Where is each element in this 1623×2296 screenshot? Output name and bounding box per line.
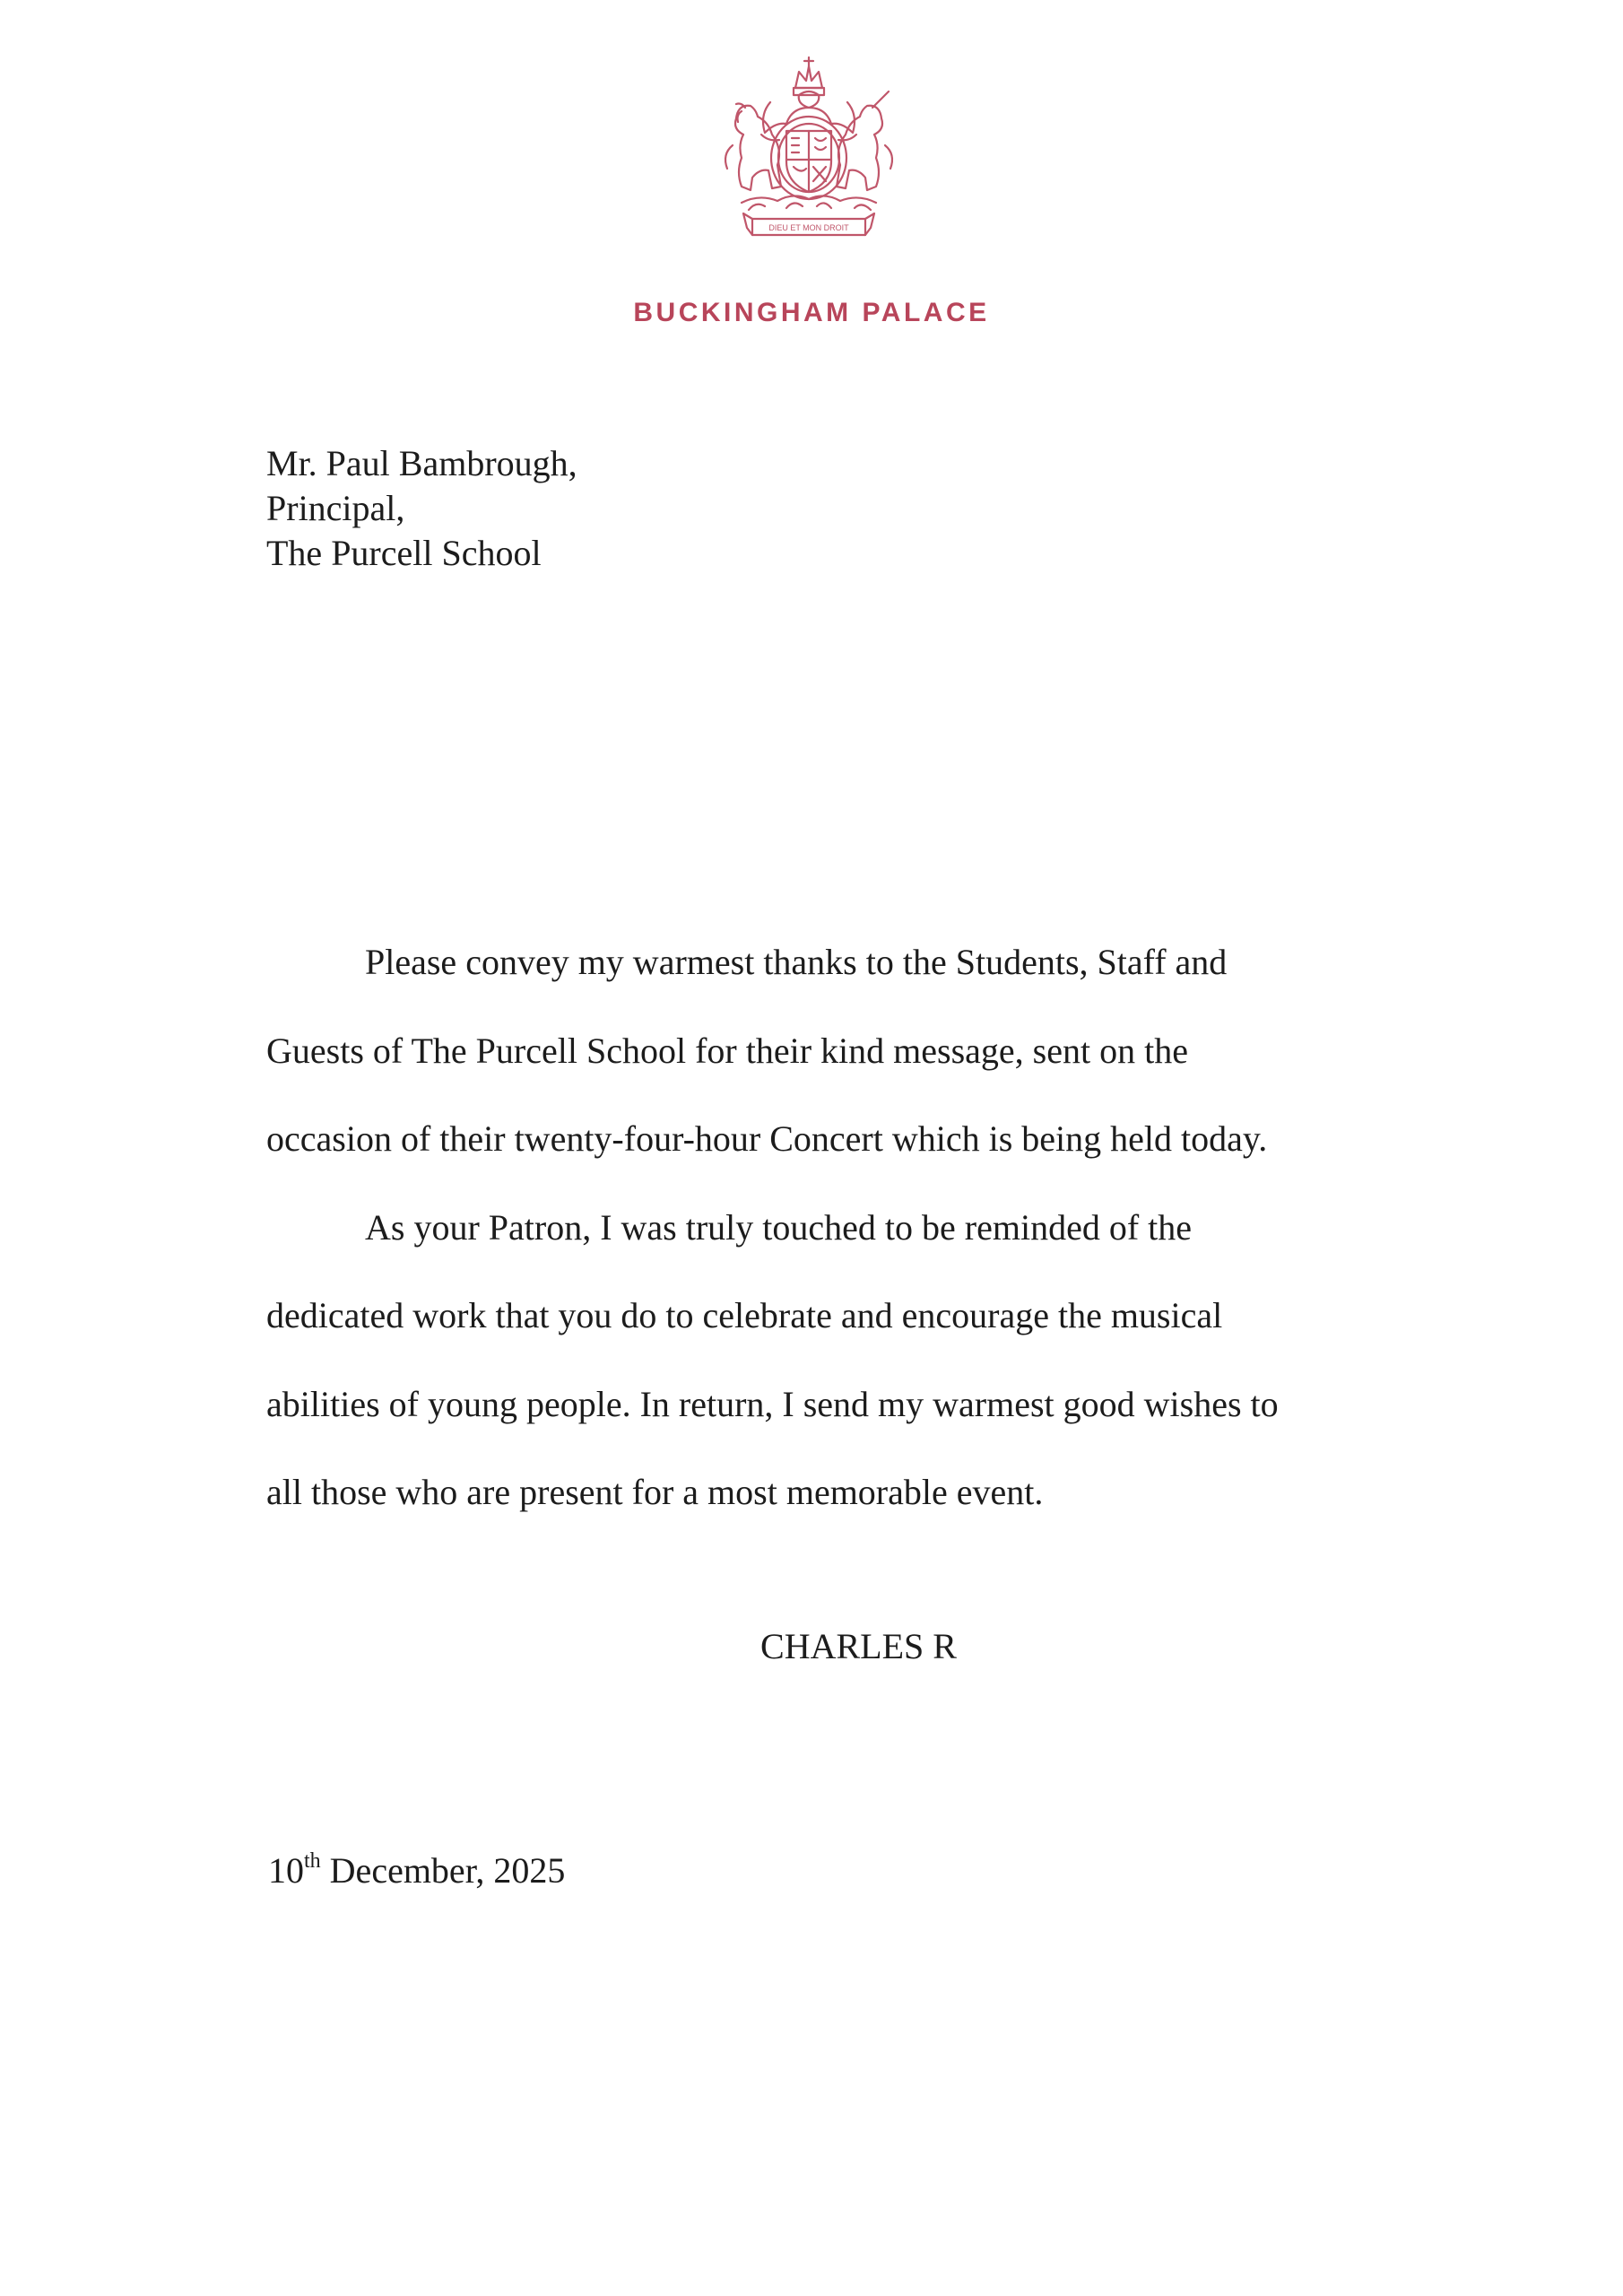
- crest-motto: DIEU ET MON DROIT: [768, 223, 849, 232]
- letterhead-title: BUCKINGHAM PALACE: [633, 298, 990, 327]
- recipient-address: [266, 441, 577, 576]
- letter-date: [268, 1849, 565, 1892]
- date-suffix: th: [304, 1849, 321, 1873]
- recipient-organization: The Purcell School: [266, 533, 542, 573]
- recipient-role: Principal,: [266, 488, 405, 528]
- royal-coat-of-arms-icon: [706, 52, 912, 254]
- recipient-name: Mr. Paul Bambrough,: [266, 443, 577, 483]
- date-day: 10: [268, 1850, 304, 1891]
- body-line: dedicated work that you do to celebrate and encourage the musical: [266, 1295, 1223, 1335]
- body-line: occasion of their twenty-four-hour Concert which is being held today.: [266, 1118, 1268, 1159]
- body-line: As your Patron, I was truly touched to be reminded of the: [365, 1206, 1193, 1248]
- body-line: abilities of young people. In return, I send my warmest good wishes to: [266, 1383, 1279, 1424]
- letter-body: [266, 918, 1396, 1537]
- body-line: Guests of The Purcell School for their kind message, sent on the: [266, 1030, 1188, 1071]
- body-line: Please convey my warmest thanks to the Students, Staff and: [365, 942, 1228, 982]
- body-line: all those who are present for a most memorable event.: [266, 1472, 1044, 1512]
- date-rest: December, 2025: [320, 1850, 566, 1891]
- signature: CHARLES R: [760, 1626, 957, 1666]
